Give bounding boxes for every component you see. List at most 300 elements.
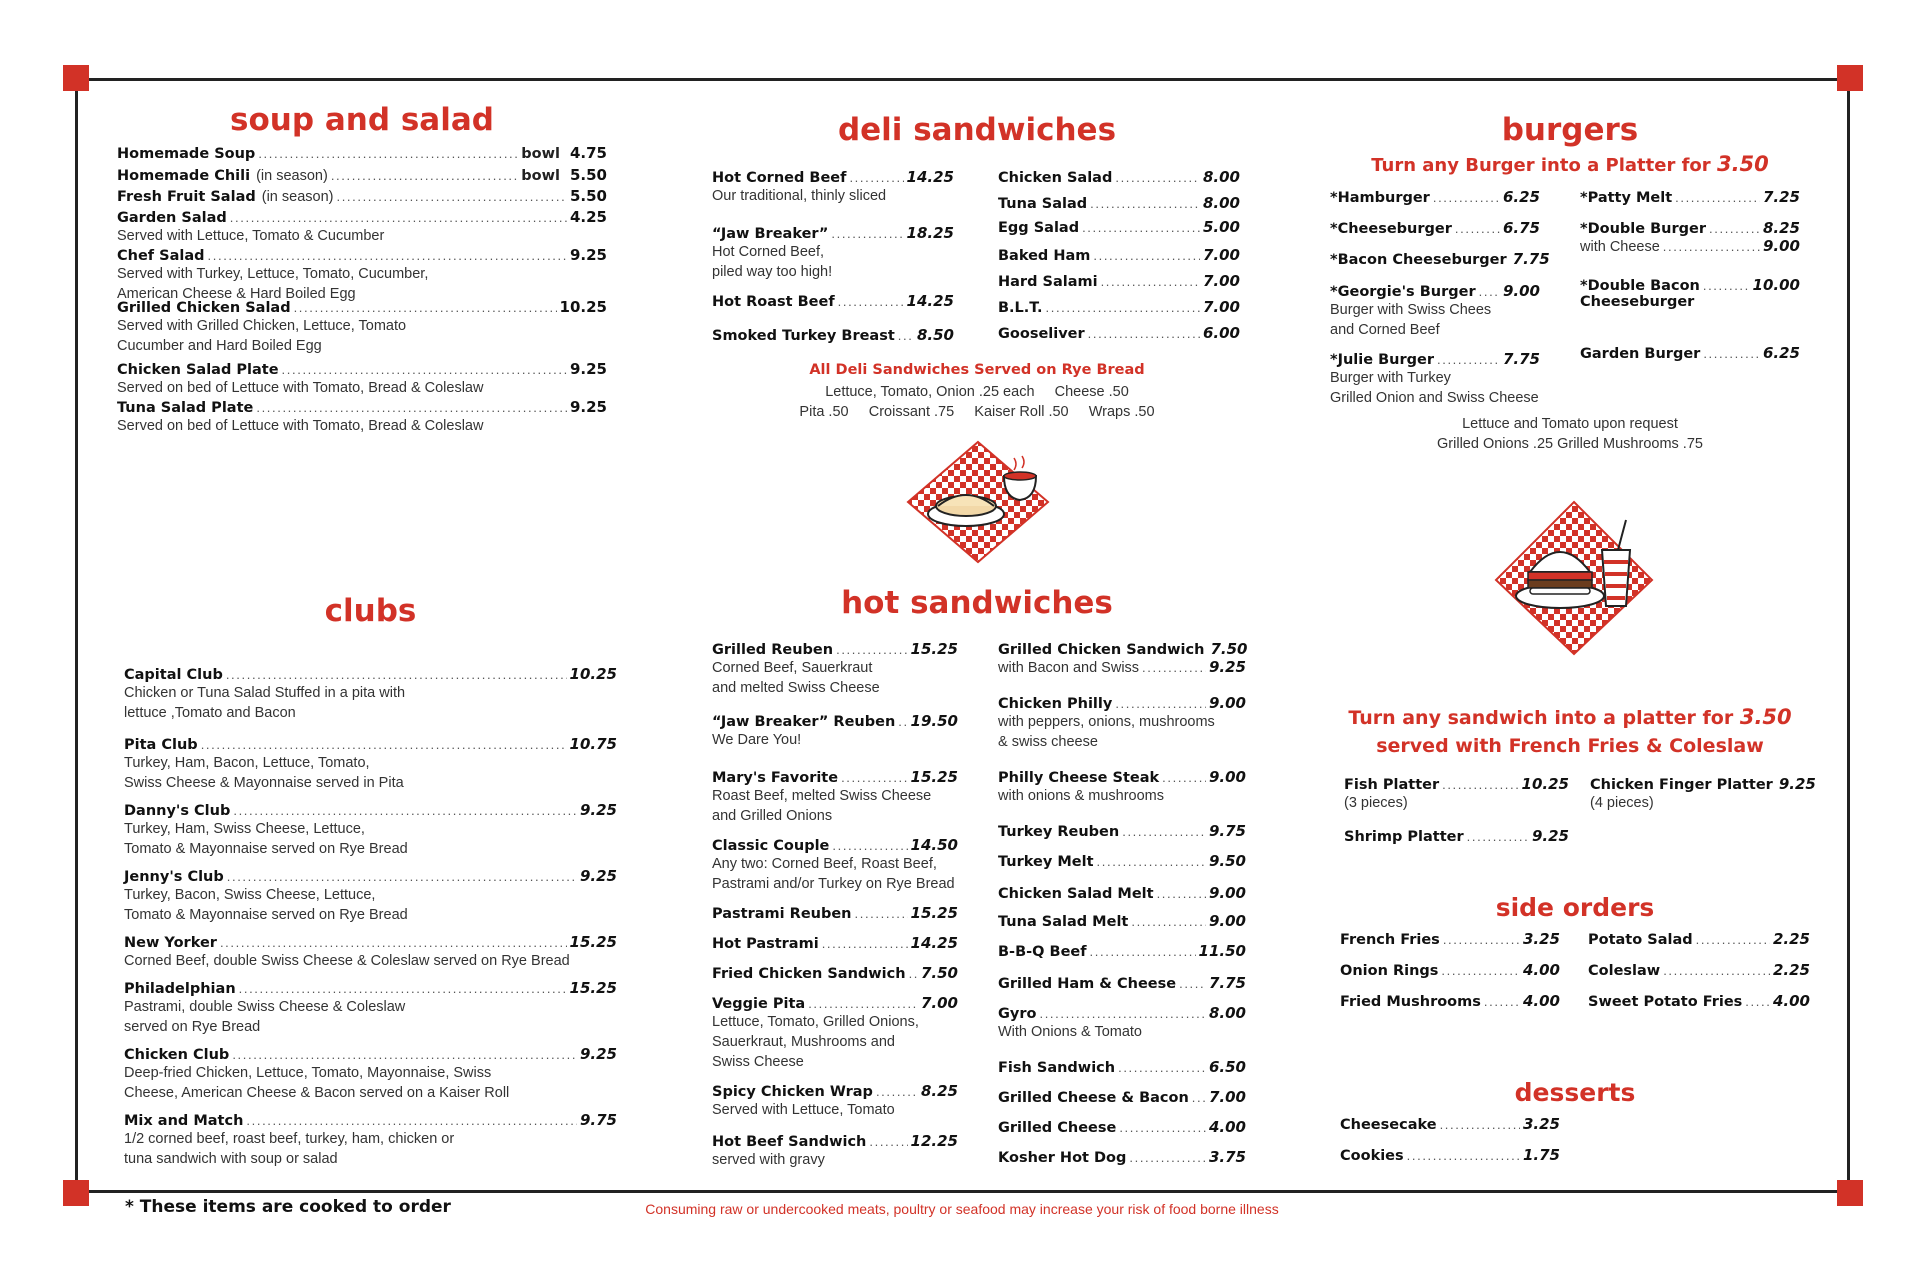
item-name bbox=[1588, 932, 1693, 948]
item-desc-line: With Onions & Tomato bbox=[998, 1024, 1142, 1040]
leader-dots bbox=[1115, 696, 1206, 711]
deli-item bbox=[998, 246, 1240, 264]
item-name: Fish Platter bbox=[1344, 777, 1440, 793]
item-desc-line: lettuce ,Tomato and Bacon bbox=[124, 705, 296, 721]
item-row bbox=[1580, 219, 1800, 237]
hot-sandwich-item bbox=[998, 768, 1246, 806]
item-name-text: Mix and Match bbox=[124, 1113, 244, 1129]
dessert-item bbox=[1340, 1115, 1560, 1133]
item-name bbox=[1580, 190, 1672, 206]
item-name-text: Hot Corned Beef bbox=[712, 170, 847, 186]
item-name bbox=[1580, 346, 1700, 362]
item-price: 9.00 bbox=[1208, 912, 1246, 930]
soup-salad-item bbox=[117, 144, 607, 162]
item-row bbox=[117, 166, 607, 184]
item-name bbox=[998, 886, 1154, 902]
item-name-text: Tuna Salad Melt bbox=[998, 914, 1129, 930]
platter-sides-note: served with French Fries & Coleslaw bbox=[1376, 735, 1764, 757]
leader-dots bbox=[1663, 239, 1760, 254]
soup-salad-item bbox=[117, 187, 607, 205]
item-price: 5.50 bbox=[569, 187, 607, 205]
item-name-text: Turkey Melt bbox=[998, 854, 1094, 870]
item-price: 2.25 bbox=[1772, 961, 1810, 979]
leader-dots bbox=[841, 770, 907, 785]
burger-item bbox=[1580, 188, 1800, 206]
item-price: 3.25 bbox=[1522, 1115, 1560, 1133]
item-name-text: *Julie Burger bbox=[1330, 352, 1435, 368]
item-name: Shrimp Platter bbox=[1344, 829, 1464, 845]
leader-dots bbox=[220, 935, 567, 950]
item-name-text: *Georgie's Burger bbox=[1330, 284, 1476, 300]
item-price: 3.75 bbox=[1208, 1148, 1246, 1166]
item-name bbox=[1588, 963, 1660, 979]
item-name-text: *Double Bacon bbox=[1580, 278, 1700, 294]
item-row bbox=[998, 912, 1246, 930]
item-row bbox=[1580, 344, 1800, 362]
item-price: 8.00 bbox=[1208, 1004, 1246, 1022]
item-sub-price: 9.00 bbox=[1762, 237, 1800, 255]
side-order-item bbox=[1340, 992, 1560, 1010]
leader-dots bbox=[1039, 1006, 1206, 1021]
item-price: 7.75 bbox=[1512, 250, 1550, 268]
deli-extras-note: Lettuce, Tomato, Onion .25 each Cheese .50 bbox=[825, 384, 1129, 400]
item-name-text: Grilled Chicken Salad bbox=[117, 300, 291, 316]
side-order-item bbox=[1340, 961, 1560, 979]
item-price: 6.75 bbox=[1502, 219, 1540, 237]
item-name bbox=[1330, 352, 1434, 368]
burger-item bbox=[1330, 219, 1540, 237]
item-price: 4.00 bbox=[1522, 992, 1560, 1010]
item-name bbox=[1340, 963, 1438, 979]
club-item bbox=[124, 933, 617, 971]
leader-dots bbox=[1192, 1090, 1206, 1105]
deli-bread-note: Pita .50 Croissant .75 Kaiser Roll .50 Wraps .50 bbox=[799, 404, 1155, 420]
item-desc-line: (3 pieces) bbox=[1344, 795, 1408, 811]
item-unit: bowl bbox=[521, 146, 560, 162]
item-name bbox=[117, 248, 205, 264]
sides-section bbox=[1340, 890, 1810, 1020]
item-desc-line: & swiss cheese bbox=[998, 734, 1098, 750]
item-row bbox=[998, 1058, 1246, 1076]
item-name-text: Hot Beef Sandwich bbox=[712, 1134, 867, 1150]
leader-dots bbox=[1090, 196, 1200, 211]
hot-sandwich-item bbox=[712, 1132, 958, 1170]
item-note: (in season) bbox=[256, 168, 328, 184]
burger-item bbox=[1580, 276, 1800, 310]
burger-platter-offer bbox=[1330, 152, 1810, 178]
item-price: 9.25 bbox=[579, 1045, 617, 1063]
soup-salad-item bbox=[117, 360, 607, 398]
item-name bbox=[998, 220, 1079, 236]
item-name-text: Cheesecake bbox=[1340, 1117, 1437, 1133]
sandwich-soup-icon bbox=[906, 440, 1050, 564]
item-row bbox=[998, 324, 1240, 342]
item-name bbox=[1340, 932, 1440, 948]
leader-dots bbox=[1101, 274, 1200, 289]
item-row bbox=[712, 224, 954, 242]
item-name-text: Fried Chicken Sandwich bbox=[712, 966, 906, 982]
item-desc-line: Deep-fried Chicken, Lettuce, Tomato, Mayonnaise, Swiss bbox=[124, 1065, 492, 1081]
item-name-line2: Cheeseburger bbox=[1580, 294, 1695, 310]
leader-dots bbox=[869, 1134, 907, 1149]
deli-item bbox=[998, 298, 1240, 316]
platters-section bbox=[1330, 705, 1816, 855]
item-name-text: *Bacon Cheeseburger bbox=[1330, 252, 1507, 268]
item-name bbox=[998, 824, 1119, 840]
item-name-text: *Patty Melt bbox=[1580, 190, 1673, 206]
item-name bbox=[998, 642, 1204, 658]
item-price: 7.00 bbox=[920, 994, 958, 1012]
item-desc-line: Swiss Cheese & Mayonnaise served in Pita bbox=[124, 775, 404, 791]
hot-sandwich-item bbox=[998, 1148, 1246, 1166]
hot-sandwich-item bbox=[712, 1082, 958, 1120]
soup-salad-item bbox=[117, 208, 607, 246]
club-item bbox=[124, 979, 617, 1037]
item-name bbox=[124, 981, 236, 997]
item-name bbox=[1330, 284, 1476, 300]
side-order-item bbox=[1588, 930, 1810, 948]
item-name-text: Egg Salad bbox=[998, 220, 1080, 236]
platter-offer-price: 3.50 bbox=[1739, 705, 1792, 729]
corner-tl bbox=[63, 65, 89, 91]
item-unit: bowl bbox=[521, 168, 560, 184]
item-name-text: Baked Ham bbox=[998, 248, 1091, 264]
item-price: 9.25 bbox=[1531, 827, 1569, 845]
item-price: 4.75 bbox=[569, 144, 607, 162]
item-row bbox=[712, 640, 958, 658]
leader-dots bbox=[909, 966, 918, 981]
item-name bbox=[998, 976, 1176, 992]
item-price: 15.25 bbox=[569, 979, 617, 997]
item-name-text: Sweet Potato Fries bbox=[1588, 994, 1743, 1010]
food-safety-warning: Consuming raw or undercooked meats, poultry or seafood may increase your risk of food borne illness bbox=[645, 1201, 1279, 1217]
item-name bbox=[1330, 190, 1430, 206]
item-row bbox=[117, 246, 607, 264]
item-price: 1.75 bbox=[1522, 1146, 1560, 1164]
leader-dots bbox=[1082, 220, 1200, 235]
item-name bbox=[712, 936, 819, 952]
item-row bbox=[998, 168, 1240, 186]
item-sub-price: 9.25 bbox=[1208, 658, 1246, 676]
item-desc-line: Cucumber and Hard Boiled Egg bbox=[117, 338, 322, 354]
item-name-text: “Jaw Breaker” bbox=[712, 226, 829, 242]
item-desc-line: and Grilled Onions bbox=[712, 808, 833, 824]
leader-dots bbox=[331, 168, 518, 183]
hot-sandwich-item bbox=[712, 934, 958, 952]
leader-dots bbox=[1129, 1150, 1206, 1165]
item-row bbox=[1344, 775, 1569, 793]
item-name-text: Chicken Philly bbox=[998, 696, 1113, 712]
item-row bbox=[712, 768, 958, 786]
platter-offer-text: Turn any sandwich into a platter for bbox=[1348, 707, 1734, 729]
hot-sandwich-item bbox=[998, 1058, 1246, 1076]
leader-dots bbox=[1745, 994, 1770, 1009]
leader-dots bbox=[1090, 944, 1196, 959]
item-name bbox=[117, 146, 255, 162]
deli-item bbox=[998, 194, 1240, 212]
leader-dots bbox=[233, 803, 577, 818]
desserts-title: desserts bbox=[1514, 1078, 1636, 1107]
item-name bbox=[712, 226, 828, 242]
platter-item bbox=[1344, 827, 1569, 845]
burger-item bbox=[1580, 219, 1800, 257]
hot-title: hot sandwiches bbox=[841, 585, 1113, 621]
item-price: 7.00 bbox=[1202, 298, 1240, 316]
item-name bbox=[998, 196, 1087, 212]
burger-item bbox=[1330, 282, 1540, 340]
item-price: 14.50 bbox=[910, 836, 958, 854]
item-name bbox=[712, 1134, 866, 1150]
burger-lettuce-note: Lettuce and Tomato upon request bbox=[1462, 416, 1678, 432]
item-row bbox=[117, 298, 607, 316]
item-row bbox=[998, 852, 1246, 870]
item-desc-line: Chicken or Tuna Salad Stuffed in a pita with bbox=[124, 685, 406, 701]
item-price: 7.75 bbox=[1502, 350, 1540, 368]
item-name-text: Tuna Salad Plate bbox=[117, 400, 254, 416]
burger-platter-text: Turn any Burger into a Platter for bbox=[1371, 155, 1711, 176]
item-name bbox=[712, 642, 833, 658]
burger-item bbox=[1330, 250, 1550, 268]
leader-dots bbox=[1709, 221, 1760, 236]
item-name-text: Grilled Chicken Sandwich bbox=[998, 642, 1205, 658]
hot-sandwich-item bbox=[998, 912, 1246, 930]
item-name bbox=[712, 1084, 873, 1100]
item-name bbox=[712, 906, 852, 922]
item-desc-line: Swiss Cheese bbox=[712, 1054, 804, 1070]
item-row bbox=[1340, 961, 1560, 979]
item-desc-line: with onions & mushrooms bbox=[998, 788, 1165, 804]
deli-item bbox=[998, 218, 1240, 236]
leader-dots bbox=[208, 248, 567, 263]
item-row bbox=[124, 1111, 617, 1129]
item-row bbox=[712, 964, 958, 982]
item-name bbox=[117, 168, 328, 184]
item-row bbox=[998, 272, 1240, 290]
soup-salad-item bbox=[117, 246, 607, 304]
item-price: 8.00 bbox=[1202, 194, 1240, 212]
hot-sandwich-item bbox=[712, 768, 958, 826]
hot-sandwich-item bbox=[712, 640, 958, 698]
item-row bbox=[1330, 250, 1550, 268]
deli-item bbox=[998, 272, 1240, 290]
leader-dots bbox=[246, 1113, 577, 1128]
item-price: 10.25 bbox=[1521, 775, 1569, 793]
item-desc-line: Burger with Swiss Chees bbox=[1330, 302, 1492, 318]
club-item bbox=[124, 867, 617, 925]
item-name-text: Classic Couple bbox=[712, 838, 830, 854]
item-row bbox=[124, 801, 617, 819]
leader-dots bbox=[1179, 976, 1206, 991]
item-name-text: Mary's Favorite bbox=[712, 770, 839, 786]
item-row bbox=[998, 640, 1246, 658]
item-price: 10.75 bbox=[569, 735, 617, 753]
leader-dots bbox=[1441, 963, 1520, 978]
club-item bbox=[124, 1111, 617, 1169]
item-name bbox=[1580, 221, 1706, 237]
item-name bbox=[1340, 1117, 1437, 1133]
item-row bbox=[998, 694, 1246, 712]
item-price: 15.25 bbox=[910, 640, 958, 658]
burger-platter-price: 3.50 bbox=[1716, 152, 1769, 176]
item-price: 9.00 bbox=[1208, 884, 1246, 902]
hot-sandwich-item bbox=[998, 884, 1246, 902]
hot-sandwich-item bbox=[998, 822, 1246, 840]
hot-sandwich-item bbox=[998, 942, 1246, 960]
sides-title: side orders bbox=[1495, 893, 1655, 922]
item-name-text: Philly Cheese Steak bbox=[998, 770, 1160, 786]
item-row bbox=[1340, 1146, 1560, 1164]
item-name bbox=[712, 838, 829, 854]
leader-dots bbox=[1443, 932, 1520, 947]
leader-dots bbox=[336, 189, 567, 204]
item-price: 9.25 bbox=[1778, 775, 1816, 793]
item-row bbox=[1588, 961, 1810, 979]
item-desc-line: served on Rye Bread bbox=[124, 1019, 261, 1035]
item-row bbox=[1330, 219, 1540, 237]
leader-dots bbox=[1455, 221, 1500, 236]
item-desc-line: and melted Swiss Cheese bbox=[712, 680, 880, 696]
soup-salad-title: soup and salad bbox=[230, 102, 494, 138]
item-name-text: “Jaw Breaker” Reuben bbox=[712, 714, 896, 730]
item-name-text: Pastrami Reuben bbox=[712, 906, 852, 922]
item-desc-line: Pastrami and/or Turkey on Rye Bread bbox=[712, 876, 955, 892]
leader-dots bbox=[1479, 284, 1500, 299]
item-price: 4.00 bbox=[1208, 1118, 1246, 1136]
item-name-text: Grilled Cheese bbox=[998, 1120, 1117, 1136]
item-name bbox=[712, 170, 846, 186]
item-price: 10.00 bbox=[1752, 276, 1800, 294]
hot-sandwich-item bbox=[998, 694, 1246, 752]
item-row bbox=[998, 1118, 1246, 1136]
item-price: 4.00 bbox=[1772, 992, 1810, 1010]
item-name-text: Philadelphian bbox=[124, 981, 236, 997]
item-price: 7.00 bbox=[1202, 246, 1240, 264]
item-row bbox=[998, 822, 1246, 840]
leader-dots bbox=[1675, 190, 1760, 205]
item-desc-line: with peppers, onions, mushrooms bbox=[998, 714, 1215, 730]
leader-dots bbox=[1046, 300, 1200, 315]
item-desc-line: Turkey, Bacon, Swiss Cheese, Lettuce, bbox=[124, 887, 376, 903]
item-name bbox=[998, 914, 1128, 930]
item-row bbox=[117, 398, 607, 416]
item-name-text: Smoked Turkey Breast bbox=[712, 328, 895, 344]
item-name-text: French Fries bbox=[1340, 932, 1440, 948]
item-row bbox=[998, 942, 1246, 960]
item-price: 7.50 bbox=[1210, 640, 1248, 658]
leader-dots bbox=[838, 294, 904, 309]
leader-dots bbox=[1663, 963, 1770, 978]
item-desc-line: American Cheese & Hard Boiled Egg bbox=[117, 286, 356, 302]
item-row bbox=[124, 735, 617, 753]
item-sub-row bbox=[1580, 237, 1800, 257]
leader-dots bbox=[1703, 346, 1760, 361]
item-desc-line: Served on bed of Lettuce with Tomato, Bread & Coleslaw bbox=[117, 380, 484, 396]
item-name-text: Jenny's Club bbox=[124, 869, 224, 885]
item-desc-line: Our traditional, thinly sliced bbox=[712, 188, 887, 204]
item-row bbox=[998, 974, 1246, 992]
item-price: 19.50 bbox=[910, 712, 958, 730]
item-name bbox=[124, 1047, 229, 1063]
item-name bbox=[1330, 252, 1507, 268]
club-item bbox=[124, 1045, 617, 1103]
item-name bbox=[998, 770, 1159, 786]
deli-item bbox=[998, 324, 1240, 342]
leader-dots bbox=[831, 226, 903, 241]
item-name-text: Hot Pastrami bbox=[712, 936, 819, 952]
burger-drink-icon bbox=[1494, 500, 1654, 656]
hot-sandwich-item bbox=[998, 852, 1246, 870]
leader-dots bbox=[1115, 170, 1200, 185]
item-row bbox=[712, 994, 958, 1012]
item-price: 10.25 bbox=[559, 298, 607, 316]
item-desc-line: Sauerkraut, Mushrooms and bbox=[712, 1034, 895, 1050]
item-row bbox=[712, 712, 958, 730]
item-name bbox=[124, 935, 217, 951]
item-row bbox=[1588, 930, 1810, 948]
burger-item bbox=[1330, 188, 1540, 206]
item-price: 14.25 bbox=[906, 292, 954, 310]
item-name bbox=[712, 294, 835, 310]
leader-dots bbox=[1088, 326, 1200, 341]
item-row bbox=[712, 904, 958, 922]
item-name bbox=[712, 714, 895, 730]
corner-bl bbox=[63, 1180, 89, 1206]
item-price: 9.25 bbox=[579, 801, 617, 819]
item-name-text: B-B-Q Beef bbox=[998, 944, 1087, 960]
item-price: 6.00 bbox=[1202, 324, 1240, 342]
hot-sandwich-item bbox=[712, 964, 958, 982]
item-row bbox=[998, 884, 1246, 902]
item-desc-line: Roast Beef, melted Swiss Cheese bbox=[712, 788, 932, 804]
item-name-text: Grilled Ham & Cheese bbox=[998, 976, 1177, 992]
item-desc-line: Corned Beef, double Swiss Cheese & Coleslaw served on Rye Bread bbox=[124, 953, 570, 969]
item-name bbox=[1580, 278, 1700, 294]
item-row bbox=[998, 298, 1240, 316]
leader-dots bbox=[1484, 994, 1520, 1009]
item-name bbox=[1340, 1148, 1404, 1164]
leader-dots bbox=[1437, 352, 1500, 367]
leader-dots bbox=[822, 936, 908, 951]
leader-dots bbox=[1433, 190, 1500, 205]
platter-item bbox=[1344, 775, 1569, 813]
item-price: 9.00 bbox=[1502, 282, 1540, 300]
leader-dots bbox=[256, 400, 567, 415]
item-desc-line: piled way too high! bbox=[712, 264, 833, 280]
item-name-text: Hard Salami bbox=[998, 274, 1098, 290]
item-price: 7.75 bbox=[1208, 974, 1246, 992]
item-name-text: B.L.T. bbox=[998, 300, 1043, 316]
cooked-to-order-note: * These items are cooked to order bbox=[125, 1197, 451, 1217]
clubs-title: clubs bbox=[324, 593, 417, 629]
item-name bbox=[998, 1060, 1115, 1076]
item-desc-line: Burger with Turkey bbox=[1330, 370, 1451, 386]
item-desc-line: served with gravy bbox=[712, 1152, 825, 1168]
deli-item bbox=[712, 224, 954, 282]
item-price: 9.50 bbox=[1208, 852, 1246, 870]
item-name bbox=[1588, 994, 1742, 1010]
corner-br bbox=[1837, 1180, 1863, 1206]
item-name-text: Fish Sandwich bbox=[998, 1060, 1116, 1076]
item-name-text: Tuna Salad bbox=[998, 196, 1088, 212]
leader-dots bbox=[1093, 248, 1200, 263]
desserts-section bbox=[1340, 1075, 1810, 1175]
leader-dots bbox=[1118, 1060, 1206, 1075]
burgers-section bbox=[1330, 112, 1810, 462]
item-row bbox=[1330, 350, 1540, 368]
item-row bbox=[1340, 1115, 1560, 1133]
item-name-text: Turkey Reuben bbox=[998, 824, 1120, 840]
leader-dots bbox=[258, 146, 518, 161]
